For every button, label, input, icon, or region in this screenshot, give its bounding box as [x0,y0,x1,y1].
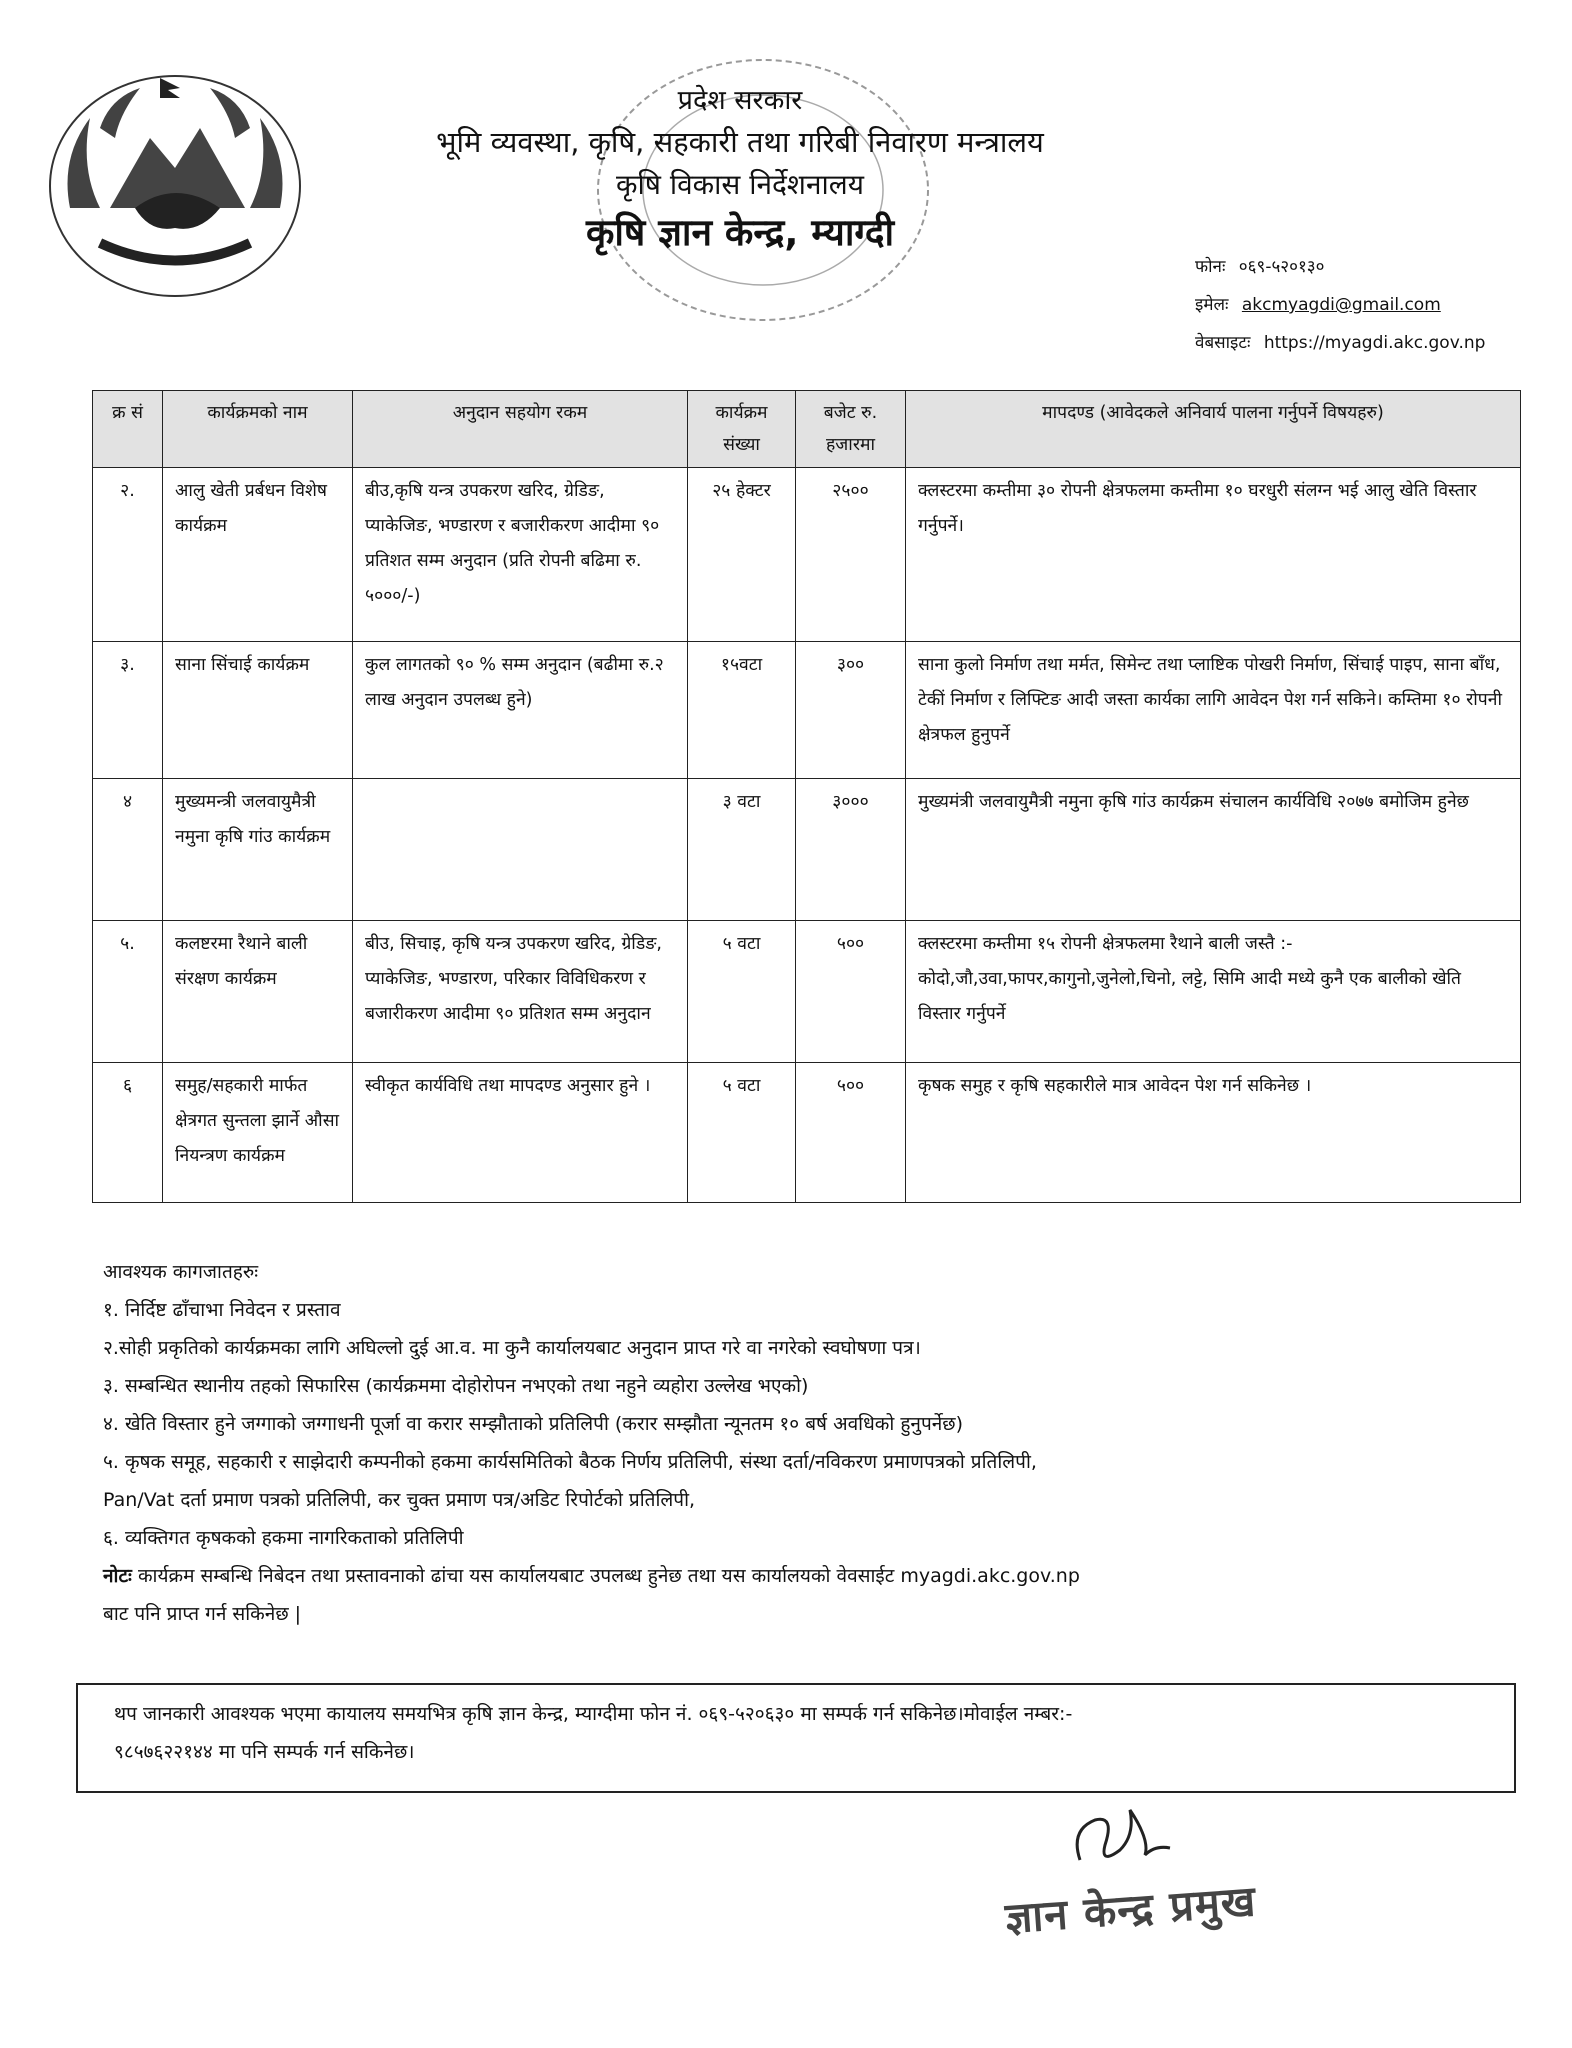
note-line-2: बाट पनि प्राप्त गर्न सकिनेछ | [103,1603,302,1625]
table-row [93,1063,1521,1203]
table-row [93,468,1521,642]
row-program-name: साना सिंचाई कार्यक्रम [163,642,353,779]
program-table [92,390,1521,1203]
table-row [93,921,1521,1063]
header-criteria: मापदण्ड (आवेदकले अनिवार्य पालना गर्नुपर्ने विषयहरु) [906,391,1521,468]
row-sn: ४ [93,779,163,921]
document-item: ३. सम्बन्धित स्थानीय तहको सिफारिस (कार्यक्रममा दोहोरोपन नभएको तथा नहुने व्यहोरा उल्लेख भएको) [103,1375,809,1397]
phone-label: फोनः [1195,257,1226,277]
row-sn: ३. [93,642,163,779]
row-program-name: आलु खेती प्रर्बधन विशेष कार्यक्रम [163,468,353,642]
row-count: ५ वटा [688,921,796,1063]
website-label: वेबसाइटः [1195,333,1251,353]
row-sn: २. [93,468,163,642]
province-government: प्रदेश सरकार [677,85,803,116]
table-row [93,642,1521,779]
row-program-name: मुख्यमन्त्री जलवायुमैत्री नमुना कृषि गांउ कार्यक्रम [163,779,353,921]
row-count: ३ वटा [688,779,796,921]
signatory-title: ज्ञान केन्द्र प्रमुख [1003,1876,1258,1943]
table-row [93,779,1521,921]
row-criteria: साना कुलो निर्माण तथा मर्मत, सिमेन्ट तथा प्लाष्टिक पोखरी निर्माण, सिंचाई पाइप, साना बाँध, टेकीं निर्माण र लिफ्टिङ आदी जस्ता कार्यका लागि आवेदन पेश गर्न सकिने। कम्तिमा १० रोपनी क्षेत्रफल हुनुपर्ने [906,642,1521,779]
document-item: ४. खेति विस्तार हुने जग्गाको जग्गाधनी पूर्जा वा करार सम्झौताको प्रतिलिपी (करार सम्झौता न्यूनतम १० बर्ष अवधिको हुनुपर्नेछ) [103,1413,964,1435]
office-name: कृषि ज्ञान केन्द्र, म्याग्दी [585,211,895,254]
document-item: २.सोही प्रकृतिको कार्यक्रमका लागि अघिल्लो दुई आ.व. मा कुनै कार्यालयबाट अनुदान प्राप्त गरे वा नगरेको स्वघोषणा पत्र। [103,1337,921,1359]
row-sn: ५. [93,921,163,1063]
row-budget: ५०० [796,1063,906,1203]
ministry-name: भूमि व्यवस्था, कृषि, सहकारी तथा गरिबी निवारण मन्त्रालय [436,125,1044,159]
nepal-government-emblem [40,58,310,308]
contact-info-box [76,1683,1516,1793]
info-line-1: थप जानकारी आवश्यक भएमा कायालय समयभित्र कृषि ज्ञान केन्द्र, म्याग्दीमा फोन नं. ०६९-५२०६३० मा सम्पर्क गर्न सकिनेछ।मोवाईल नम्बर:- [114,1703,1073,1725]
row-count: १५वटा [688,642,796,779]
row-count: २५ हेक्टर [688,468,796,642]
row-budget: ३०० [796,642,906,779]
row-grant: बीउ,कृषि यन्त्र उपकरण खरिद, ग्रेडिङ, प्याकेजिङ, भण्डारण र बजारीकरण आदीमा ९० प्रतिशत सम्म अनुदान (प्रति रोपनी बढिमा रु. ५०००/-) [353,468,688,642]
row-grant: स्वीकृत कार्यविधि तथा मापदण्ड अनुसार हुने । [353,1063,688,1203]
row-program-name: कलष्टरमा रैथाने बाली संरक्षण कार्यक्रम [163,921,353,1063]
header-budget: बजेट रु. हजारमा [796,391,906,468]
documents-heading: आवश्यक कागजातहरुः [103,1261,259,1283]
email-row [1195,286,1485,324]
header-grant: अनुदान सहयोग रकम [353,391,688,468]
header-sn: क्र सं [93,391,163,468]
row-count: ५ वटा [688,1063,796,1203]
contact-block [1195,248,1485,362]
header-count: कार्यक्रम संख्या [688,391,796,468]
website-row [1195,324,1485,362]
website-link[interactable]: https://myagdi.akc.gov.np [1263,333,1486,353]
row-budget: ३००० [796,779,906,921]
email-label: इमेलः [1195,295,1229,315]
header-program-name: कार्यक्रमको नाम [163,391,353,468]
email-link[interactable]: akcmyagdi@gmail.com [1241,295,1441,315]
phone-number: ०६९-५२०१३० [1238,257,1325,277]
row-budget: २५०० [796,468,906,642]
document-item: १. निर्दिष्ट ढाँचाभा निवेदन र प्रस्ताव [103,1299,341,1321]
row-criteria: कृषक समुह र कृषि सहकारीले मात्र आवेदन पेश गर्न सकिनेछ । [906,1063,1521,1203]
signature [1060,1790,1180,1880]
row-criteria: क्लस्टरमा कम्तीमा १५ रोपनी क्षेत्रफलमा रैथाने बाली जस्तै :- कोदो,जौ,उवा,फापर,कागुनो,जुनेलो,चिनो, लट्टे, सिमि आदी मध्ये कुनै एक बालीको खेति विस्तार गर्नुपर्ने [906,921,1521,1063]
document-item: ५. कृषक समूह, सहकारी र साझेदारी कम्पनीको हकमा कार्यसमितिको बैठक निर्णय प्रतिलिपी, संस्था दर्ता/नविकरण प्रमाणपत्रको प्रतिलिपी, [103,1451,1037,1473]
row-sn: ६ [93,1063,163,1203]
office-header [330,82,1150,260]
row-grant: कुल लागतको ९० % सम्म अनुदान (बढीमा रु.२ लाख अनुदान उपलब्ध हुने) [353,642,688,779]
phone-row [1195,248,1485,286]
row-budget: ५०० [796,921,906,1063]
required-documents [103,1253,1523,1633]
info-line-2: ९८५७६२२१४४ मा पनि सम्पर्क गर्न सकिनेछ। [114,1741,415,1763]
row-grant: बीउ, सिचाइ, कृषि यन्त्र उपकरण खरिद, ग्रेडिङ, प्याकेजिङ, भण्डारण, परिकार विविधिकरण र बजारीकरण आदीमा ९० प्रतिशत सम्म अनुदान [353,921,688,1063]
document-item: ६. व्यक्तिगत कृषकको हकमा नागरिकताको प्रतिलिपी [103,1527,464,1549]
document-item: Pan/Vat दर्ता प्रमाण पत्रको प्रतिलिपी, कर चुक्त प्रमाण पत्र/अडिट रिपोर्टको प्रतिलिपी, [103,1489,696,1511]
row-program-name: समुह/सहकारी मार्फत क्षेत्रगत सुन्तला झार्ने औसा नियन्त्रण कार्यक्रम [163,1063,353,1203]
note-label: नोटः [103,1565,132,1587]
row-criteria: क्लस्टरमा कम्तीमा ३० रोपनी क्षेत्रफलमा कम्तीमा १० घरधुरी संलग्न भई आलु खेति विस्तार गर्नुपर्ने। [906,468,1521,642]
table-header-row [93,391,1521,468]
directorate-name: कृषि विकास निर्देशनालय [616,168,864,201]
row-criteria: मुख्यमंत्री जलवायुमैत्री नमुना कृषि गांउ कार्यक्रम संचालन कार्यविधि २०७७ बमोजिम हुनेछ [906,779,1521,921]
row-grant [353,779,688,921]
note-text: कार्यक्रम सम्बन्धि निबेदन तथा प्रस्तावनाको ढांचा यस कार्यालयबाट उपलब्ध हुनेछ तथा यस कार्यालयको वेवसाईट myagdi.akc.gov.np [137,1565,1080,1587]
note-line [103,1557,1523,1595]
